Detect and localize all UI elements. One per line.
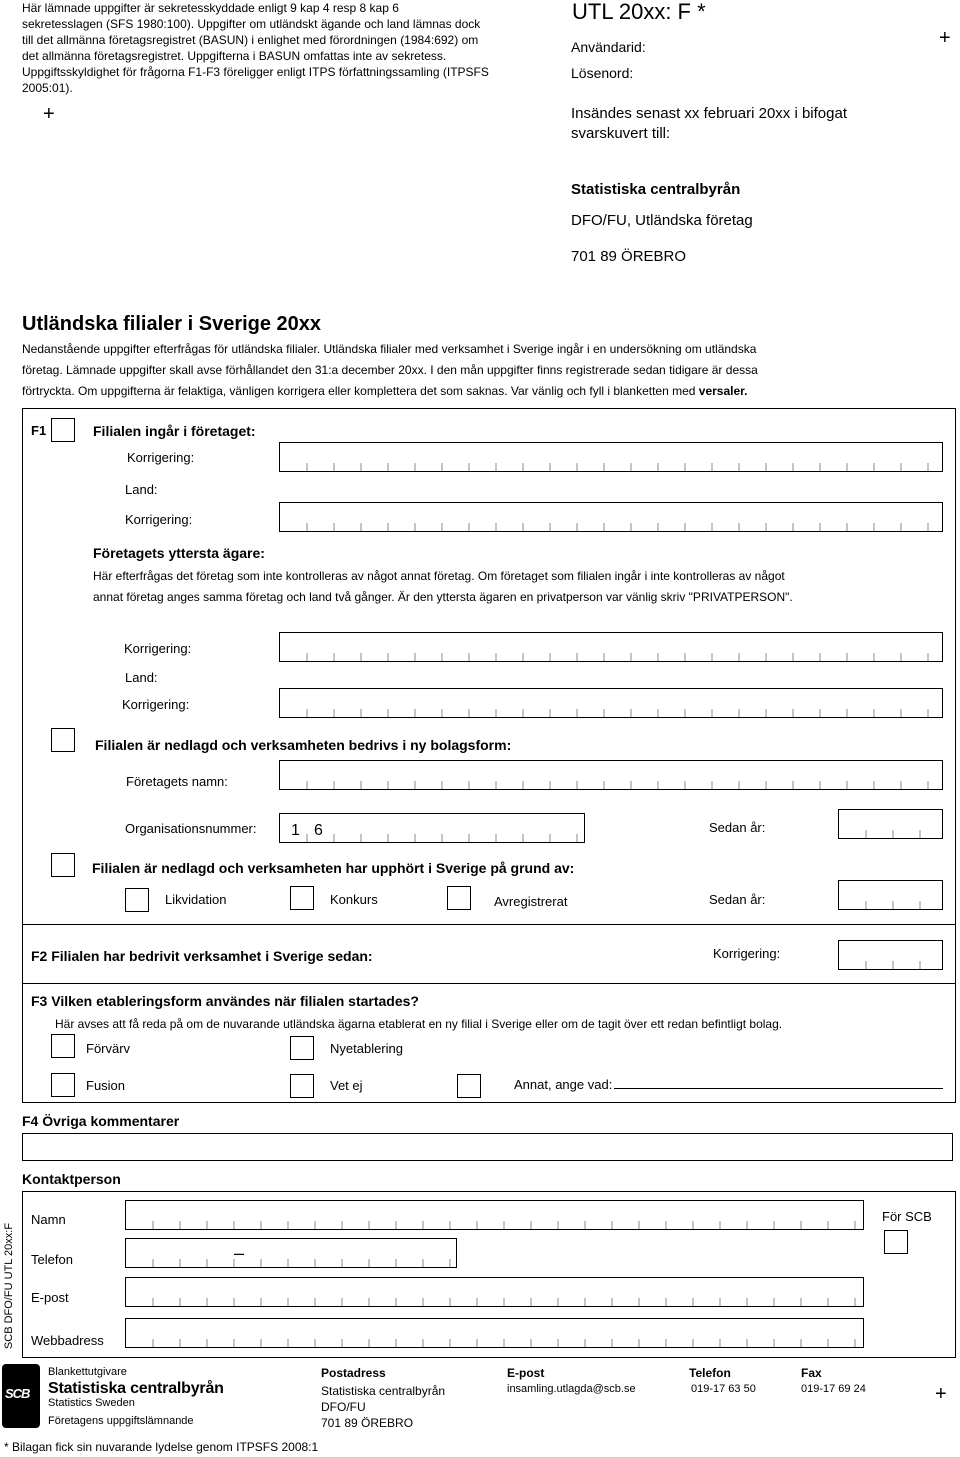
char-ticks — [126, 1219, 865, 1229]
char-tick — [153, 1339, 855, 1347]
user-id-label: Användarid: — [571, 39, 646, 55]
contact-title: Kontaktperson — [22, 1171, 121, 1187]
owner-line: Här efterfrågas det företag som inte kontrolleras av något annat företag. Om företaget som filialen ingår i inte kontrolleras av något — [93, 569, 785, 583]
char-ticks — [280, 832, 586, 842]
intro-line: Nedanstående uppgifter efterfrågas för utländska filialer. Utländska filialer med verksamhet i Sverige ingår i en undersökning om utländska — [22, 342, 757, 356]
email-label: E-post — [31, 1290, 69, 1305]
versaler-emphasis: versaler. — [698, 384, 748, 398]
char-tick — [153, 1259, 450, 1267]
post-line: Statistiska centralbyrån — [321, 1384, 446, 1398]
org-prefix-digit: 6 — [314, 822, 323, 839]
char-ticks — [126, 1337, 865, 1347]
konkurs-label: Konkurs — [330, 892, 378, 907]
contact-email-field[interactable] — [125, 1277, 864, 1307]
phone-dash: – — [234, 1243, 245, 1263]
intro-line-text: förtryckta. Om uppgifterna är felaktiga, vänligen korrigera eller komplettera det som saknas. Var vänlig och fyll i blanketten med — [22, 384, 696, 398]
for-scb-label: För SCB — [882, 1209, 932, 1224]
likvidation-checkbox[interactable] — [125, 888, 149, 912]
likvidation-label: Likvidation — [165, 892, 227, 907]
contact-web-field[interactable] — [125, 1318, 864, 1348]
correction-label: Korrigering: — [127, 450, 195, 465]
secrecy-line: till det allmänna företagsregistret (BASUN) i enlighet med förordningen (1984:692) om — [22, 33, 479, 47]
forvarv-checkbox[interactable] — [51, 1034, 75, 1058]
org-number-label: Organisationsnummer: — [125, 821, 257, 836]
contact-name-field[interactable] — [125, 1200, 864, 1230]
fusion-label: Fusion — [86, 1078, 126, 1093]
char-ticks — [280, 779, 944, 789]
send-line: svarskuvert till: — [571, 125, 671, 142]
page-title: Utländska filialer i Sverige 20xx — [22, 313, 322, 335]
f1-checkbox[interactable] — [51, 418, 75, 442]
post-address — [321, 1383, 445, 1431]
annat-checkbox[interactable] — [457, 1074, 481, 1098]
vet-ej-checkbox[interactable] — [290, 1074, 314, 1098]
since-year-field[interactable] — [838, 880, 943, 910]
post-label: Postadress — [321, 1366, 386, 1380]
phone-footer-value: 019-17 63 50 — [691, 1383, 756, 1395]
phone-label: Telefon — [31, 1252, 73, 1267]
section-divider — [22, 983, 956, 984]
company-correction-field[interactable] — [279, 442, 943, 472]
secrecy-line: 2005:01). — [22, 81, 73, 95]
correction-label: Korrigering: — [124, 641, 192, 656]
char-tick — [307, 781, 928, 789]
char-ticks — [280, 461, 944, 471]
name-label: Namn — [31, 1212, 66, 1227]
nyetablering-label: Nyetablering — [330, 1041, 403, 1056]
char-ticks — [126, 1296, 865, 1306]
char-ticks — [126, 1257, 458, 1267]
address-line: 701 89 ÖREBRO — [571, 248, 687, 265]
address-line: Statistiska centralbyrån — [571, 181, 741, 198]
send-instruction — [571, 104, 847, 144]
char-ticks — [280, 651, 944, 661]
char-ticks — [839, 828, 944, 838]
intro-text — [22, 339, 952, 402]
owner-correction-field[interactable] — [279, 632, 943, 662]
country-label: Land: — [125, 670, 158, 685]
footnote: * Bilagan fick sin nuvarande lydelse genom ITPSFS 2008:1 — [4, 1440, 319, 1454]
char-tick — [307, 653, 928, 661]
post-line: 701 89 ÖREBRO — [321, 1416, 414, 1430]
closed-new-form-label: Filialen är nedlagd och verksamheten bedrivs i ny bolagsform: — [95, 737, 512, 753]
closed-new-form-checkbox[interactable] — [51, 728, 75, 752]
company-name-label: Företagets namn: — [126, 774, 228, 789]
for-scb-checkbox — [884, 1230, 908, 1254]
secrecy-line: Här lämnade uppgifter är sekretesskyddade enligt 9 kap 4 resp 8 kap 6 — [22, 1, 399, 15]
owner-line: annat företag anges samma företag och land två gånger. Är den yttersta ägaren en privatperson var vänlig skriv "PRIVATPERSON". — [93, 590, 793, 604]
closed-ended-checkbox[interactable] — [51, 853, 75, 877]
f3-title: F3 Vilken etableringsform användes när filialen startades? — [31, 993, 419, 1009]
password-label: Lösenord: — [571, 65, 634, 81]
post-line: DFO/FU — [321, 1400, 366, 1414]
f1-code: F1 — [31, 423, 47, 438]
issuer-label: Blankettutgivare — [48, 1366, 127, 1378]
char-ticks — [839, 959, 944, 969]
form-code: UTL 20xx: F * — [572, 0, 706, 24]
f4-title: F4 Övriga kommentarer — [22, 1113, 180, 1129]
fax-footer-label: Fax — [801, 1366, 822, 1380]
f1-title: Filialen ingår i företaget: — [93, 423, 256, 439]
scb-logo-mark-text: SCB — [5, 1386, 30, 1401]
annat-input-line[interactable] — [614, 1088, 943, 1089]
phone-footer-label: Telefon — [689, 1366, 731, 1380]
avregistrerat-checkbox[interactable] — [447, 886, 471, 910]
f2-year-field[interactable] — [838, 940, 943, 970]
annat-label: Annat, ange vad: — [514, 1077, 613, 1092]
scb-logo-mark — [2, 1364, 40, 1428]
owner-country-correction-field[interactable] — [279, 688, 943, 718]
nyetablering-checkbox[interactable] — [290, 1036, 314, 1060]
address-line: DFO/FU, Utländska företag — [571, 212, 753, 229]
secrecy-notice — [22, 0, 522, 96]
comments-field[interactable] — [22, 1133, 953, 1161]
char-tick — [153, 1221, 855, 1229]
vet-ej-label: Vet ej — [330, 1078, 363, 1093]
konkurs-checkbox[interactable] — [290, 886, 314, 910]
char-tick — [307, 523, 928, 531]
f2-title: F2 Filialen har bedrivit verksamhet i Sverige sedan: — [31, 948, 373, 964]
f3-description: Här avses att få reda på om de nuvarande utländska ägarna etablerat en ny filial i Sverige eller om de tagit över ett redan befintligt bolag. — [55, 1017, 783, 1031]
char-tick — [866, 830, 920, 838]
country-label: Land: — [125, 482, 158, 497]
scb-logo-text: Statistiska centralbyrån — [48, 1380, 224, 1397]
web-label: Webbadress — [31, 1333, 104, 1348]
secrecy-line: Uppgiftsskyldighet för frågorna F1-F3 föreligger enligt ITPS författningssamling (ITPSFS — [22, 65, 489, 79]
char-tick — [307, 463, 928, 471]
send-line: Insändes senast xx februari 20xx i bifogat — [571, 105, 847, 122]
closed-ended-label: Filialen är nedlagd och verksamheten har upphört i Sverige på grund av: — [92, 860, 575, 876]
company-name-field[interactable] — [279, 760, 943, 790]
forvarv-label: Förvärv — [86, 1041, 131, 1056]
email-footer-value: insamling.utlagda@scb.se — [507, 1383, 636, 1395]
owner-title: Företagets yttersta ägare: — [93, 545, 265, 561]
email-footer-label: E-post — [507, 1366, 545, 1380]
since-year-label: Sedan år: — [709, 820, 766, 835]
char-tick — [866, 901, 920, 909]
intro-line — [22, 381, 952, 402]
country-correction-field[interactable] — [279, 502, 943, 532]
contact-phone-field[interactable] — [125, 1238, 457, 1268]
char-tick — [866, 961, 920, 969]
char-ticks — [839, 899, 944, 909]
fax-footer-value: 019-17 69 24 — [801, 1383, 866, 1395]
since-year-label: Sedan år: — [709, 892, 766, 907]
correction-label: Korrigering: — [125, 512, 193, 527]
avregistrerat-label: Avregistrerat — [494, 894, 568, 909]
secrecy-line: sekretesslagen (SFS 1980:100). Uppgifter om utländskt ägande och land lämnas dock — [22, 17, 481, 31]
char-ticks — [280, 707, 944, 717]
plus-mark: + — [939, 27, 951, 49]
org-prefix-digit: 1 — [291, 822, 300, 839]
intro-line: företag. Lämnade uppgifter skall avse förhållandet den 31:a december 20xx. I den mån uppgifter finns registrerade sedan tidigare är dessa — [22, 363, 758, 377]
fusion-checkbox[interactable] — [51, 1073, 75, 1097]
plus-mark: + — [43, 103, 55, 125]
section-divider — [22, 924, 956, 925]
correction-label: Korrigering: — [122, 697, 190, 712]
scb-logo-subtext: Statistics Sweden — [48, 1397, 135, 1409]
org-number-field[interactable] — [279, 813, 585, 843]
correction-label: Korrigering: — [713, 946, 781, 961]
issuer-note: Företagens uppgiftslämnande — [48, 1415, 194, 1427]
char-ticks — [280, 521, 944, 531]
owner-description — [93, 566, 943, 608]
plus-mark: + — [935, 1383, 947, 1405]
since-year-field[interactable] — [838, 809, 943, 839]
side-form-id: SCB DFO/FU UTL 20xx:F — [3, 1222, 15, 1350]
secrecy-line: det allmänna företagsregistret. Uppgifterna i BASUN omfattas inte av sekretess. — [22, 49, 447, 63]
char-tick — [153, 1298, 855, 1306]
char-tick — [307, 709, 928, 717]
char-tick — [307, 834, 577, 842]
